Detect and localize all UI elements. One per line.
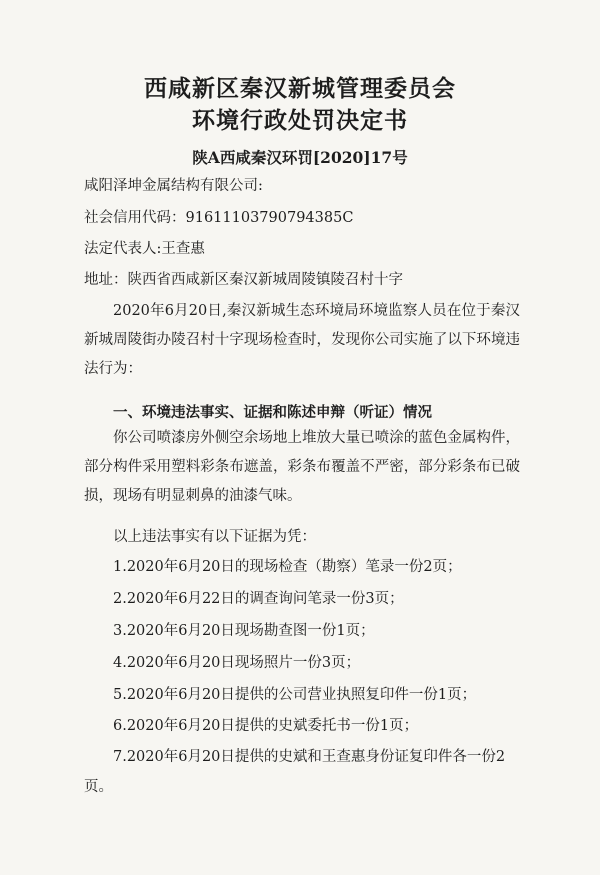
- document-title: 环境行政处罚决定书: [192, 108, 408, 134]
- facts-paragraph: 你公司喷漆房外侧空余场地上堆放大量已喷涂的蓝色金属构件，部分构件采用塑料彩条布遮盖，彩条布覆盖不严密，部分彩条布已破损，现场有明显刺鼻的油漆气味。: [84, 430, 520, 504]
- evidence-item: 2.2020年6月22日的调查询问笔录一份3页；: [113, 591, 404, 607]
- legal-representative: 法定代表人:王查惠: [84, 241, 205, 257]
- evidence-intro: 以上违法事实有以下证据为凭：: [113, 529, 316, 545]
- evidence-item: 5.2020年6月20日提供的公司营业执照复印件一份1页；: [113, 687, 477, 703]
- credit-code: 社会信用代码：91611103790794385C: [84, 210, 354, 226]
- evidence-item: 3.2020年6月20日现场勘查图一份1页；: [113, 623, 375, 639]
- issuing-authority-title: 西咸新区秦汉新城管理委员会: [144, 76, 456, 102]
- evidence-item: 7.2020年6月20日提供的史斌和王查惠身份证复印件各一份2页。: [84, 749, 506, 795]
- evidence-item: 6.2020年6月20日提供的史斌委托书一份1页；: [113, 718, 419, 734]
- intro-paragraph: 2020年6月20日,秦汉新城生态环境局环境监察人员在位于秦汉新城周陵街办陵召村十字现场检查时，发现你公司实施了以下环境违法行为：: [84, 303, 520, 377]
- section-heading: 一、环境违法事实、证据和陈述申辩（听证）情况: [113, 404, 432, 421]
- party-address: 地址：陕西省西咸新区秦汉新城周陵镇陵召村十字: [84, 272, 403, 288]
- party-name: 咸阳泽坤金属结构有限公司:: [84, 178, 263, 194]
- document-number: 陕A西咸秦汉环罚[2020]17号: [192, 148, 408, 167]
- evidence-item: 4.2020年6月20日现场照片一份3页；: [113, 655, 361, 671]
- evidence-item: 1.2020年6月20日的现场检查（勘察）笔录一份2页；: [113, 559, 462, 575]
